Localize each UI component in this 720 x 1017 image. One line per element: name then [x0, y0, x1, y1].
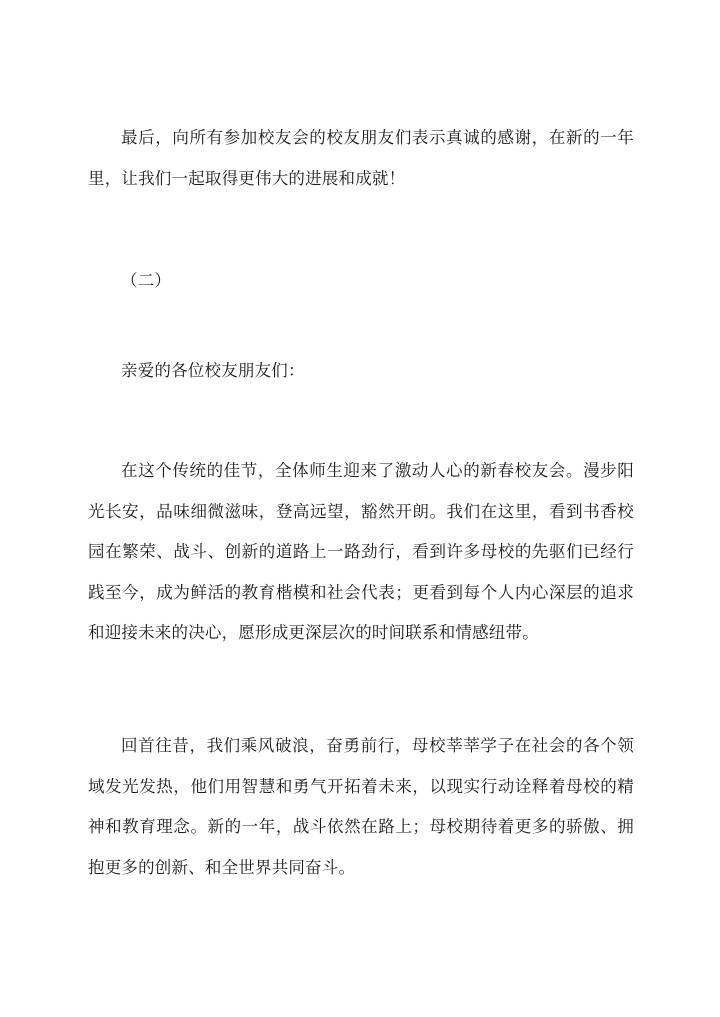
salutation: 亲爱的各位校友朋友们：: [121, 361, 305, 380]
closing-paragraph: 最后，向所有参加校友会的校友朋友们表示真诚的感谢，在新的一年里，让我们一起取得更伟大的进展和成就！: [88, 128, 634, 188]
body-paragraph-1: 在这个传统的佳节，全体师生迎来了激动人心的新春校友会。漫步阳光长安，品味细微滋味，登高远望，豁然开朗。我们在这里，看到书香校园在繁荣、战斗、创新的道路上一路劲行，看到许多母校的先驱们已经行践至今，成为鲜活的教育楷模和社会代表；更看到每个人内心深层的追求和迎接未来的决心，愿形成更深层次的时间联系和情感纽带。: [88, 461, 634, 642]
body-paragraph-2: 回首往昔，我们乘风破浪，奋勇前行，母校莘莘学子在社会的各个领域发光发热，他们用智慧和勇气开拓着未来，以现实行动诠释着母校的精神和教育理念。新的一年，战斗依然在路上；母校期待着更多的骄傲、拥抱更多的创新、和全世界共同奋斗。: [88, 736, 634, 877]
section-number: （二）: [121, 271, 172, 290]
